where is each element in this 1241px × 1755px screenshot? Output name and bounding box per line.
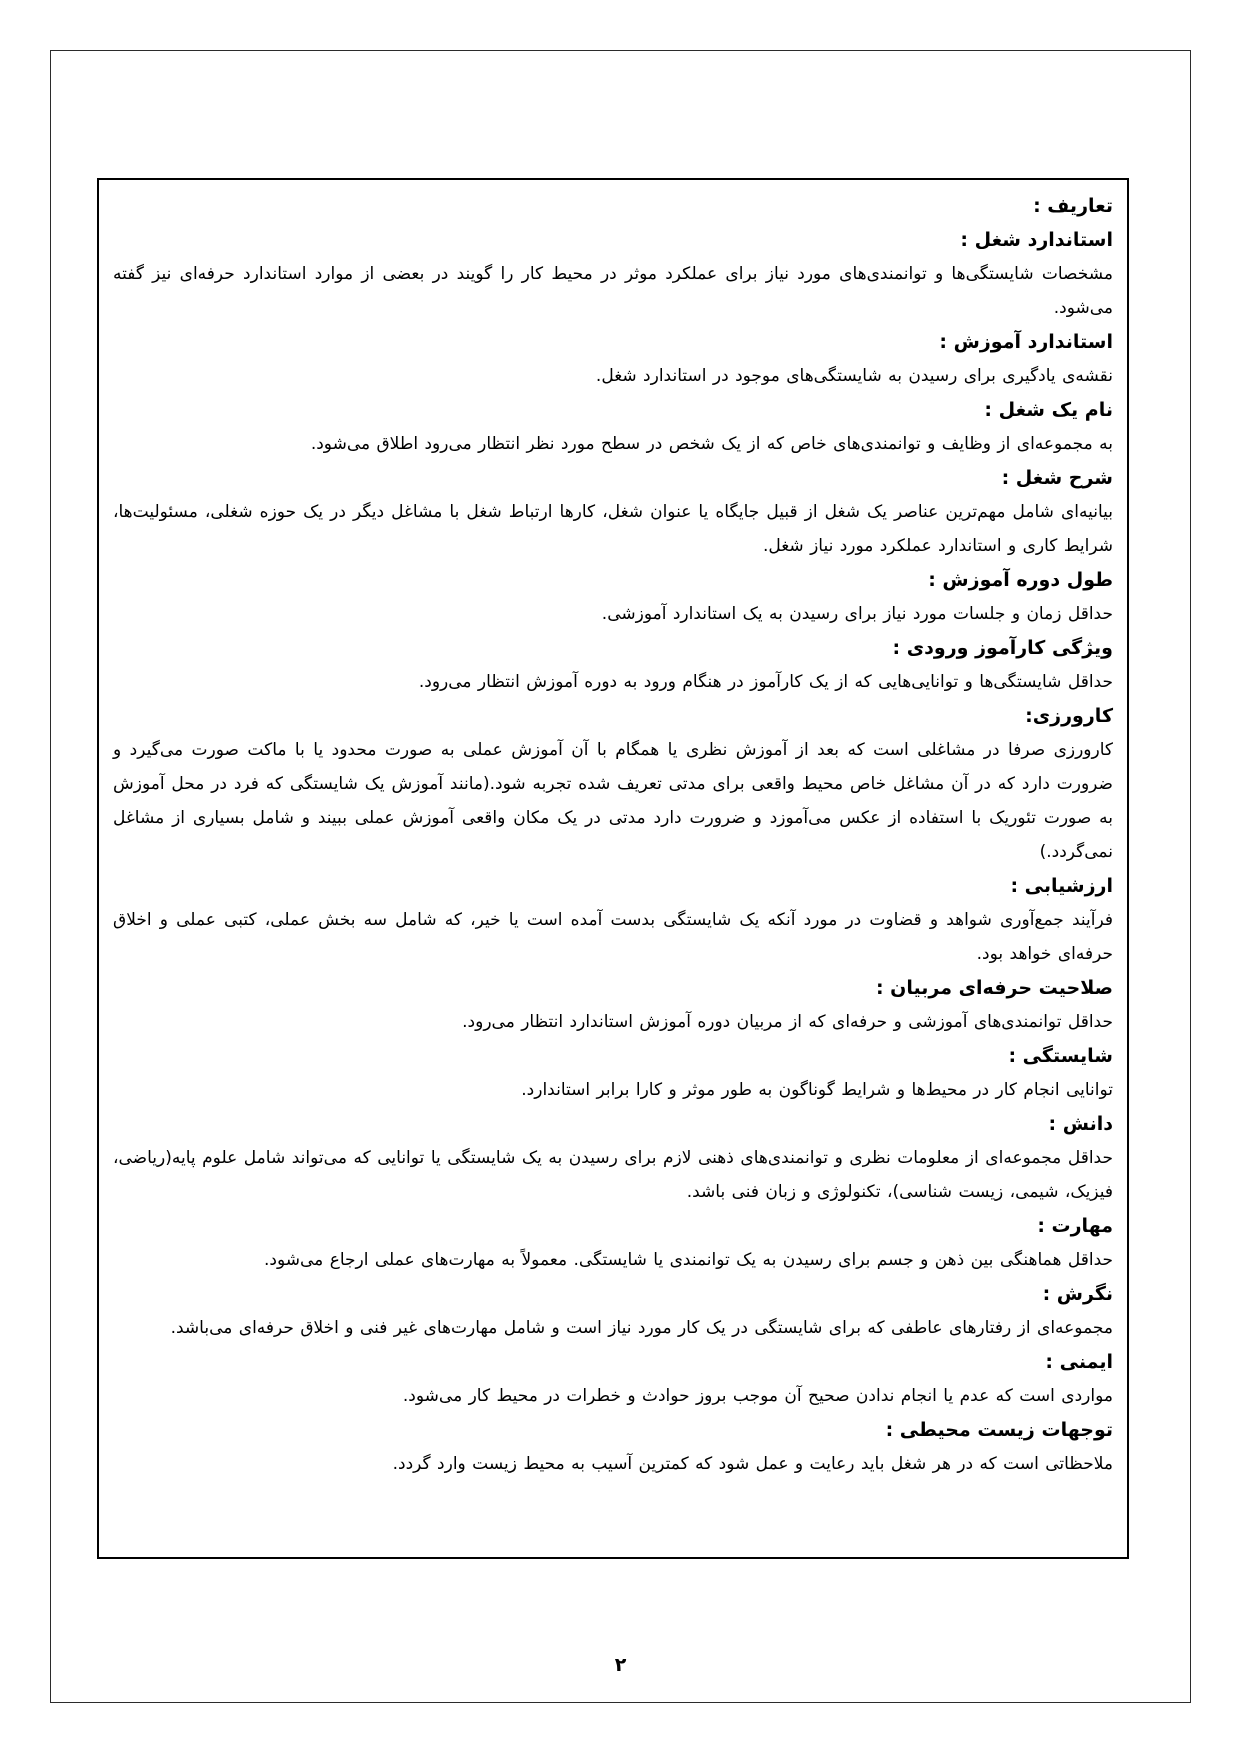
definition-section: [113, 393, 1113, 461]
definitions-title: تعاریف :: [1033, 195, 1113, 217]
definition-heading: نگرش :: [1042, 1283, 1113, 1305]
definition-section: [113, 699, 1113, 869]
definition-section: [113, 461, 1113, 563]
page-number: ۲: [614, 1654, 627, 1676]
definition-heading: شایستگی :: [1008, 1045, 1113, 1067]
definition-section: [113, 631, 1113, 699]
definitions-list: [113, 223, 1113, 1481]
definition-heading: نام یک شغل :: [984, 399, 1113, 421]
definition-body: کارورزی صرفا در مشاغلی است که بعد از آموزش نظری یا همگام با آن آموزش عملی به صورت محدود یا با ماکت صورت می‌گیرد و ضرورت دارد که در آن مشاغل خاص محیط واقعی برای مدتی تعریف شده تجربه شود.(مانند آموزش یک شایستگی که فرد در محل آموزش به صورت تئوریک با استفاده از عکس می‌آموزد و ضرورت دارد مدتی در یک مکان واقعی آموزش عملی ببیند و شامل بسیاری از مشاغل نمی‌گردد.): [113, 740, 1113, 862]
definition-section: [113, 563, 1113, 631]
definition-body: ملاحظاتی است که در هر شغل باید رعایت و عمل شود که کمترین آسیب به محیط زیست وارد گردد.: [392, 1454, 1113, 1474]
definition-body: بیانیه‌ای شامل مهم‌ترین عناصر یک شغل از قبیل جایگاه یا عنوان شغل، کارها ارتباط شغل با مشاغل دیگر در یک حوزه شغلی، مسئولیت‌ها، شرایط کاری و استاندارد عملکرد مورد نیاز شغل.: [113, 502, 1113, 556]
definition-heading: دانش :: [1048, 1113, 1113, 1135]
definition-heading: صلاحیت حرفه‌ای مربیان :: [875, 977, 1113, 999]
definition-body: حداقل شایستگی‌ها و توانایی‌هایی که از یک کارآموز در هنگام ورود به دوره آموزش انتظار می‌رود.: [418, 672, 1113, 692]
definition-body: به مجموعه‌ای از وظایف و توانمندی‌های خاص که از یک شخص در سطح مورد نظر انتظار می‌رود اطلاق می‌شود.: [310, 434, 1113, 454]
definition-body: توانایی انجام کار در محیط‌ها و شرایط گوناگون به طور موثر و کارا برابر استاندارد.: [521, 1080, 1113, 1100]
definition-body: مواردی است که عدم یا انجام ندادن صحیح آن موجب بروز حوادث و خطرات در محیط کار می‌شود.: [402, 1386, 1113, 1406]
definition-section: [113, 1277, 1113, 1345]
definition-section: [113, 971, 1113, 1039]
definition-section: [113, 1413, 1113, 1481]
definition-heading: طول دوره آموزش :: [928, 569, 1113, 591]
definition-section: [113, 1345, 1113, 1413]
definition-heading: استاندارد آموزش :: [939, 331, 1113, 353]
definition-body: نقشه‌ی یادگیری برای رسیدن به شایستگی‌های موجود در استاندارد شغل.: [595, 366, 1113, 386]
definition-body: حداقل هماهنگی بین ذهن و جسم برای رسیدن به یک توانمندی یا شایستگی. معمولاً به مهارت‌های عملی ارجاع می‌شود.: [264, 1250, 1113, 1270]
page-border-frame: [50, 50, 1191, 1703]
definition-section: [113, 223, 1113, 325]
definition-section: [113, 1209, 1113, 1277]
definition-body: فرآیند جمع‌آوری شواهد و قضاوت در مورد آنکه یک شایستگی بدست آمده است یا خیر، که شامل سه بخش عملی، کتبی عملی و اخلاق حرفه‌ای خواهد بود.: [113, 910, 1113, 964]
definition-section: [113, 1039, 1113, 1107]
definition-body: حداقل مجموعه‌ای از معلومات نظری و توانمندی‌های ذهنی لازم برای رسیدن به یک شایستگی یا توانایی که می‌تواند شامل علوم پایه(ریاضی، فیزیک، شیمی، زیست شناسی)، تکنولوژی و زبان فنی باشد.: [113, 1148, 1113, 1202]
definition-section: [113, 1107, 1113, 1209]
definition-heading: استاندارد شغل :: [960, 229, 1113, 251]
definition-section: [113, 869, 1113, 971]
definition-heading: توجهات زیست محیطی :: [885, 1419, 1113, 1441]
definition-body: مشخصات شایستگی‌ها و توانمندی‌های مورد نیاز برای عملکرد موثر در محیط کار را گویند در بعضی از موارد استاندارد حرفه‌ای نیز گفته می‌شود.: [113, 264, 1113, 318]
definition-heading: شرح شغل :: [1001, 467, 1113, 489]
definition-heading: ایمنی :: [1045, 1351, 1113, 1373]
definition-heading: ویژگی کارآموز ورودی :: [892, 637, 1113, 659]
definition-body: مجموعه‌ای از رفتارهای عاطفی که برای شایستگی در یک کار مورد نیاز است و شامل مهارت‌های غیر فنی و اخلاق حرفه‌ای می‌باشد.: [170, 1318, 1113, 1338]
definition-heading: کارورزی:: [1025, 705, 1113, 727]
definition-body: حداقل زمان و جلسات مورد نیاز برای رسیدن به یک استاندارد آموزشی.: [601, 604, 1113, 624]
definitions-box: [97, 178, 1129, 1559]
definition-heading: مهارت :: [1037, 1215, 1113, 1237]
definition-body: حداقل توانمندی‌های آموزشی و حرفه‌ای که از مربیان دوره آموزش استاندارد انتظار می‌رود.: [462, 1012, 1113, 1032]
definition-section: [113, 325, 1113, 393]
definition-heading: ارزشیابی :: [1010, 875, 1113, 897]
